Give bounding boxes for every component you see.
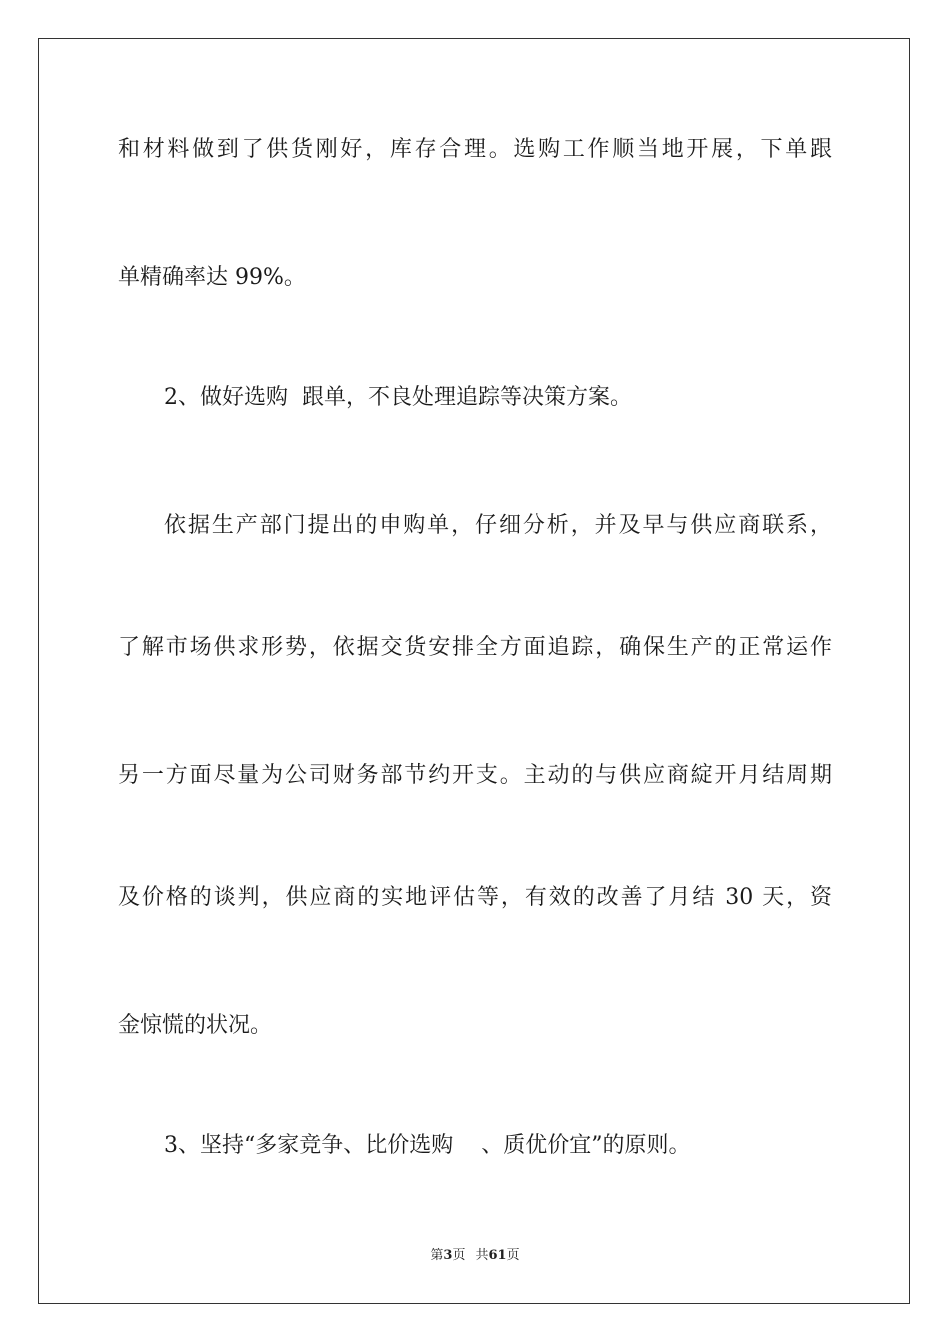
section-heading-2: 2、做好选购 跟单，不良处理追踪等决策方案。 <box>164 385 632 410</box>
paragraph-line-1: 和材料做到了供货刚好，库存合理。选购工作顺当地开展，下单跟 <box>118 137 832 162</box>
paragraph-line-6: 及价格的谈判，供应商的实地评估等，有效的改善了月结 30 天，资 <box>118 885 832 910</box>
paragraph-line-2: 单精确率达 99%。 <box>118 265 306 290</box>
paragraph-line-4: 了解市场供求形势，依据交货安排全方面追踪，确保生产的正常运作 <box>118 635 832 660</box>
page-border <box>38 38 910 1304</box>
page-footer <box>0 1246 950 1266</box>
footer-total-prefix: 共 <box>475 1248 489 1263</box>
footer-total-suffix: 页 <box>506 1248 520 1263</box>
footer-page-prefix: 第 <box>430 1248 444 1263</box>
paragraph-line-7: 金惊慌的状况。 <box>118 1013 273 1038</box>
paragraph-line-5: 另一方面尽量为公司财务部节约开支。主动的与供应商綻开月结周期 <box>118 763 832 788</box>
footer-page-suffix: 页 <box>452 1248 466 1263</box>
footer-page-number: 3 <box>443 1248 453 1263</box>
footer-total-pages: 61 <box>488 1248 507 1263</box>
section-heading-3: 3、坚持“多家竞争、比价选购 、质优价宜”的原则。 <box>164 1133 691 1158</box>
paragraph-line-3: 依据生产部门提出的申购单，仔细分析，并及早与供应商联系， <box>164 513 832 538</box>
